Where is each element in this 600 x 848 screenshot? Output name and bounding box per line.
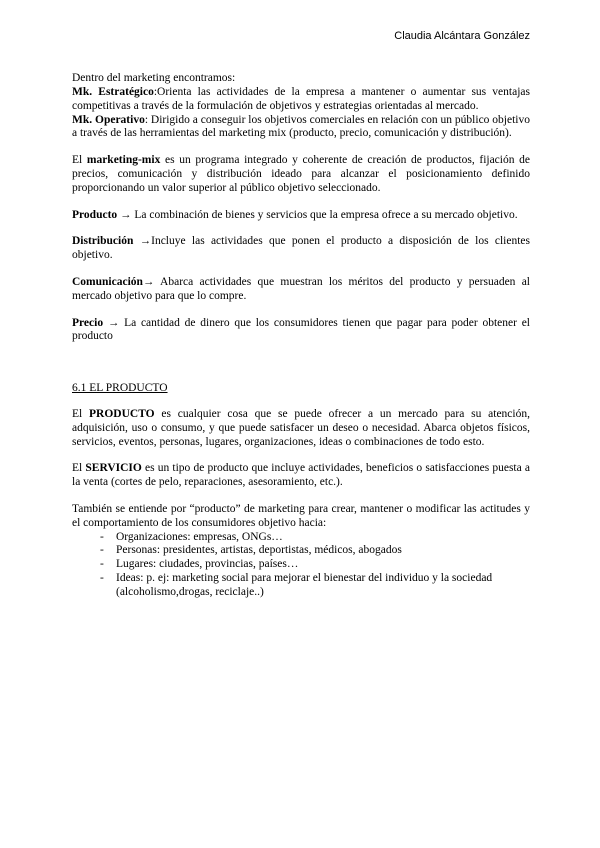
intro-text: Dentro del marketing encontramos: (72, 72, 236, 85)
list-item (72, 572, 530, 600)
paragraph-tambien (72, 503, 530, 531)
servicio-def-term: SERVICIO (85, 462, 142, 475)
bullet-text: Organizaciones: empresas, ONGs… (116, 530, 283, 543)
distribucion-term: Distribución (72, 235, 134, 248)
precio-text: → La cantidad de dinero que los consumidores tienen que pagar para poder obtener el producto (72, 316, 530, 343)
paragraph-comunicacion (72, 276, 530, 304)
bullet-marker: - (100, 544, 104, 557)
comunicacion-text: → Abarca actividades que muestran los méritos del producto y persuaden al mercado objetivo para que lo compre. (72, 275, 530, 302)
servicio-def-pre: El (72, 462, 86, 475)
bullet-marker: - (100, 530, 104, 543)
list-item (72, 544, 530, 558)
precio-term: Precio (72, 316, 104, 329)
paragraph-producto (72, 209, 530, 223)
paragraph-servicio-definition (72, 462, 530, 490)
marketing-mix-text: es un programa integrado y coherente de creación de productos, fijación de precios, comunicación y distribución ideado para alcanzar el posicionamiento definido proporcionando un valor superior al público objetivo seleccionado. (72, 154, 530, 194)
paragraph-mk-estrategico (72, 86, 530, 114)
bullet-text: Lugares: ciudades, provincias, países… (116, 558, 299, 571)
marketing-mix-pre: El (72, 154, 87, 167)
producto-def-term: PRODUCTO (89, 407, 155, 420)
marketing-mix-term: marketing-mix (86, 154, 161, 167)
document-author: Claudia Alcántara González (394, 30, 530, 42)
producto-def-text: es cualquier cosa que se puede ofrecer a un mercado para su atención, adquisición, uso o consumo, y que puede satisfacer un deseo o necesidad. Abarca objetos físicos, servicios, eventos, personas, lugares, organizaciones, ideas o combinaciones de todo esto. (72, 407, 530, 448)
list-item (72, 558, 530, 572)
bullet-text: Personas: presidentes, artistas, deportistas, médicos, abogados (116, 544, 402, 557)
bullet-list (72, 531, 530, 600)
paragraph-mk-operativo (72, 114, 530, 142)
list-item (72, 531, 530, 545)
tambien-text: También se entiende por “producto” de marketing para crear, mantener o modificar las actitudes y el comportamiento de los consumidores objetivo hacia: (72, 502, 530, 529)
paragraph-distribucion (72, 235, 530, 263)
distribucion-text: →Incluye las actividades que ponen el producto a disposición de los clientes objetivo. (72, 235, 530, 262)
mk-estrategico-text: :Orienta las actividades de la empresa a mantener o aumentar sus ventajas competitivas a través de la formulación de objetivos y estrategias orientadas al mercado. (72, 85, 530, 112)
comunicacion-term: Comunicación (72, 275, 143, 288)
bullet-text: Ideas: p. ej: marketing social para mejorar el bienestar del individuo y la sociedad (alcoholismo,drogas, reciclaje..) (116, 571, 493, 598)
bullet-marker: - (100, 571, 104, 584)
paragraph-marketing-mix (72, 154, 530, 195)
paragraph-precio (72, 317, 530, 345)
mk-estrategico-term: Mk. Estratégico (72, 85, 154, 98)
paragraph-producto-definition (72, 408, 530, 449)
bullet-marker: - (100, 558, 104, 571)
producto-term: Producto (72, 208, 118, 221)
paragraph-intro (72, 72, 530, 86)
mk-operativo-term: Mk. Operativo (72, 113, 145, 126)
servicio-def-text: es un tipo de producto que incluye actividades, beneficios o satisfacciones puesta a la venta (cortes de pelo, reparaciones, asesoramiento, etc.). (72, 462, 530, 489)
producto-def-pre: El (72, 407, 90, 420)
producto-text: → La combinación de bienes y servicios que la empresa ofrece a su mercado objetivo. (117, 208, 518, 221)
mk-operativo-text: : Dirigido a conseguir los objetivos comerciales en relación con un público objetivo a través de las herramientas del marketing mix (producto, precio, comunicación y distribución). (72, 113, 530, 140)
section-title: 6.1 EL PRODUCTO (72, 382, 168, 395)
